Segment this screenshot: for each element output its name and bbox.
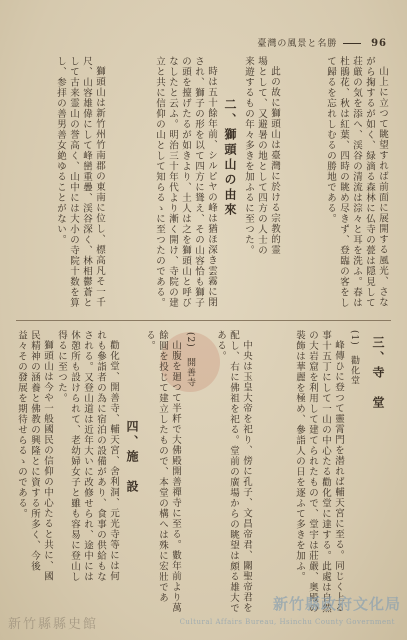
header-title: 臺灣の風景と名勝 <box>257 39 338 49</box>
section-heading-lion-head-origin: 二、獅頭山の由來 <box>223 98 237 218</box>
watermark-cultural-bureau: 新竹縣政府文化局 <box>272 595 401 613</box>
page-number: 96 <box>371 38 387 49</box>
bottom-paragraph-2-text: 中央は玉皇大帝を祀り、傍に孔子、文昌帝君、關聖帝君を配し、右に佛祖を祀る。堂前の廣場からの眺望は頗る雄大である。 <box>215 330 252 614</box>
header-rule <box>343 43 361 44</box>
watermark-county-history-museum: 新竹縣縣史館 <box>8 617 99 632</box>
top-paragraph-1 <box>285 56 389 316</box>
top-paragraph-4-text: 獅頭山は新竹州竹南郡の東南に位し、標高凡そ一千尺、山容雄偉にして峰巒重疊、渓谷深く、林相鬱蒼として古来霊山の誉高く、山中には大小の寺院十数を算し、参拝の善男善女絶ゆることがない。 <box>55 56 105 308</box>
bottom-paragraph-3-text: 山腹を廻つて半粁で大佛殿開善禪寺に至る。數年前より萬餘圓を投じて建立したもので、本堂の構へは殊に宏壯である。 <box>144 330 181 613</box>
divider <box>16 320 391 321</box>
top-paragraph-3 <box>108 56 218 316</box>
top-paragraph-4 <box>16 56 106 316</box>
bottom-paragraph-2 <box>197 330 253 620</box>
bottom-paragraph-4 <box>56 330 120 590</box>
bottom-paragraph-5 <box>16 330 54 590</box>
bottom-paragraph-1-text: 峰傳ひに登つて靈霄門を潜れば輔天宮に至る。同じく上る事十五丁にして一山の中心たる勸化堂に達する。此處は自然の大岩窟を利用して建てられたもので、堂宇は莊嚴、奥殿の裝飾は華麗を極め、參詣人の日を逐ふて多きを加ふ。 <box>294 330 344 614</box>
top-paragraph-3-text: 時は五十餘年前、シルピヤの峰は猶ほ深き雲霧に閉され、獅子の形を以て四方に聳え、その山容恰も獅子の頭を擡げたるが如きより、土人は之を獅頭山と呼びなしたと云ふ。明治三十年代より漸く開け、寺院の建立と共に信仰の山として知らるゝに至つたのである。 <box>154 56 217 308</box>
section-heading-temples: 三、寺 堂 <box>371 336 385 411</box>
top-paragraph-1-text: 山上に立つて眺望すれば前面に展開する風光、さながら掬するが如く、緑滴る森林に仏寺の甍は隠見して荘厳の気を添へ、渓谷の清流は淙々と耳を洗ふ。春は杜鵑花、秋は紅葉、四時の眺め尽きず、登臨の客をして歸るを忘れしむるの勝地である。 <box>325 56 388 308</box>
subsection-label-kaishan-temple: (2) 開善寺 <box>185 332 195 388</box>
top-paragraph-2-text: 此の故に獅頭山は臺灣に於ける宗教的霊場として、又避暑の地として四方の人士の来遊するもの年々多きを加ふるに至つた。 <box>243 56 280 256</box>
bottom-paragraph-3 <box>144 330 182 620</box>
watermark-cultural-bureau-english: Cultural Affairs Bureau, Hsinchu County Government <box>179 618 395 626</box>
subsection-label-quanhuatang: (1) 勸化堂 <box>349 330 359 386</box>
running-header <box>257 36 387 49</box>
bottom-paragraph-1 <box>255 330 345 620</box>
section-heading-facilities: 四、施 設 <box>125 420 139 495</box>
bottom-paragraph-5-text: 獅頭山は今や一般國民の信仰の中心たると共に、國民精神の涵養と佛教の興隆とに資する所多く、今後益々その發展を期待せらるゝのである。 <box>16 330 53 581</box>
bottom-paragraph-4-text: 勸化堂、開善寺、輔天宮、舍利洞、元光寺等には何れも參詣者の為に宿泊の設備があり、食事の供給もなされる。又登山道は近年大いに改修せられ、途中には休憩所も設けられて、老幼婦女子と雖も容易に登山し得るに至つた。 <box>56 330 119 582</box>
